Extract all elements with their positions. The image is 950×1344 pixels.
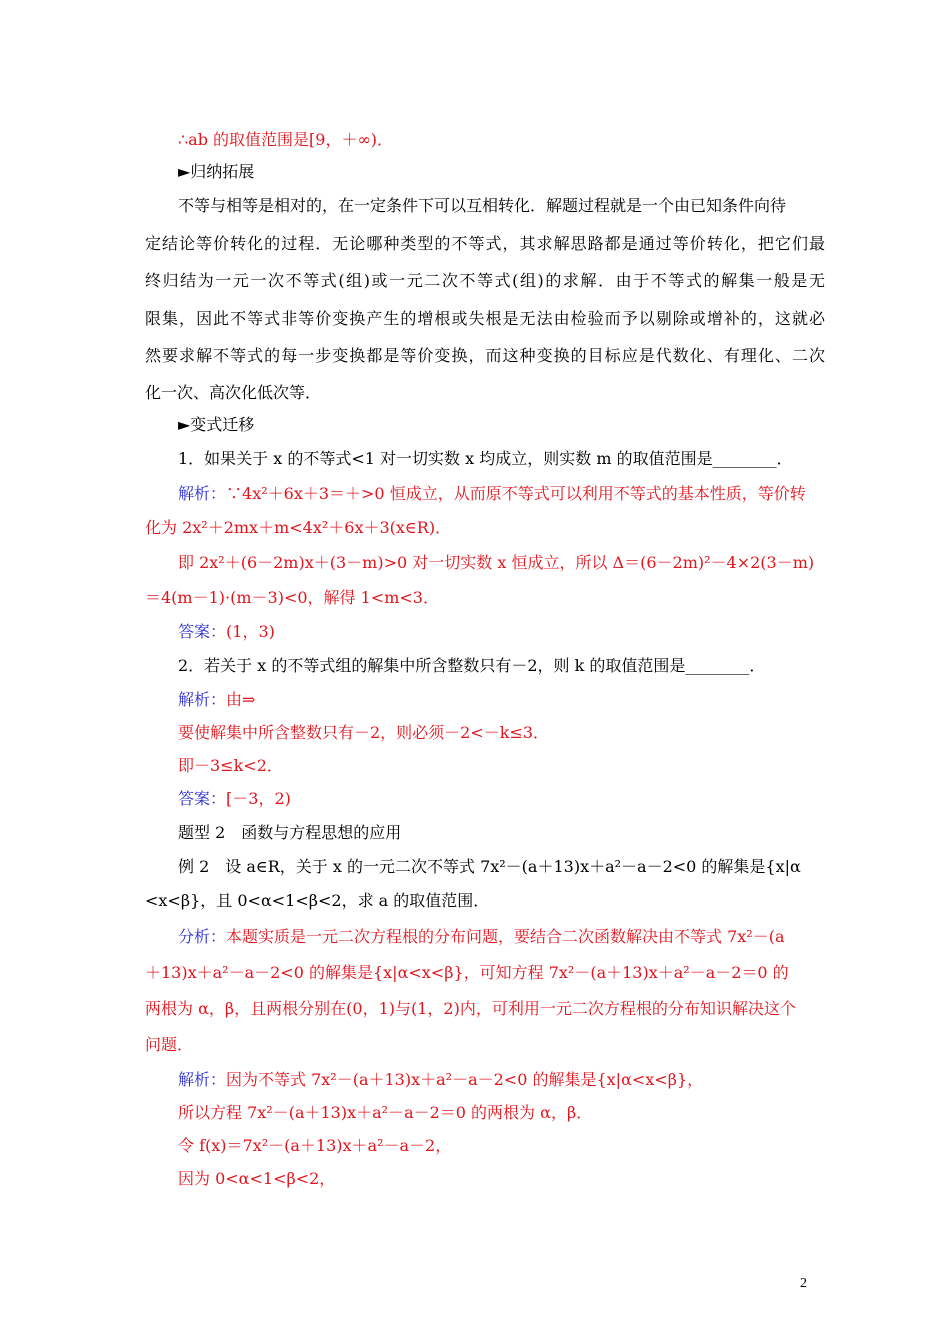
text-segment: ＋13)x＋a²－a－2<0 的解集是{x|α<x<β}，可知方程 7x²－(a＋13)x＋a²－a－2＝0 的 [145, 963, 789, 982]
text-line [178, 196, 858, 216]
text-line [178, 162, 858, 182]
text-segment: 即 2x²＋(6－2m)x＋(3－m)>0 对一切实数 x 恒成立，所以 Δ＝(6－2m)²－4×2(3－m) [178, 553, 815, 572]
text-line [145, 963, 825, 983]
text-line [178, 130, 858, 150]
text-segment: ＝4(m－1)·(m－3)<0，解得 1<m<3． [145, 588, 439, 607]
text-line [145, 271, 825, 291]
text-line [178, 723, 858, 743]
text-line [178, 415, 858, 435]
text-segment: (1，3) [226, 622, 275, 641]
text-line [145, 518, 825, 538]
text-line [178, 756, 858, 776]
text-segment: 因为不等式 7x²－(a＋13)x＋a²－a－2<0 的解集是{x|α<x<β}， [226, 1070, 704, 1089]
text-line [145, 891, 825, 911]
text-line [178, 823, 858, 843]
text-segment: 答案： [178, 622, 227, 641]
text-segment: 两根为 α，β，且两根分别在(0，1)与(1，2)内，可利用一元二次方程根的分布知识解决这个 [145, 999, 796, 1018]
text-line [178, 1103, 858, 1123]
text-line [145, 588, 825, 608]
text-line [178, 484, 858, 504]
text-line [178, 656, 858, 676]
text-line [145, 383, 825, 403]
text-segment: 要使解集中所含整数只有－2，则必须－2<－k≤3． [178, 723, 550, 742]
text-segment: 定结论等价转化的过程．无论哪种类型的不等式，其求解思路都是通过等价转化，把它们最 [145, 234, 825, 253]
text-segment: 限集，因此不等式非等价变换产生的增根或失根是无法由检验而予以剔除或增补的，这就必 [145, 309, 825, 328]
page-number: 2 [800, 1276, 807, 1291]
text-segment: 本题实质是一元二次方程根的分布问题，要结合二次函数解决由不等式 7x²－(a [226, 927, 785, 946]
text-line [145, 309, 825, 329]
text-segment: 解析： [178, 1070, 227, 1089]
text-segment: 分析： [178, 927, 227, 946]
text-segment: ∴ab 的取值范围是[9，＋∞)． [178, 130, 394, 149]
text-line [178, 449, 858, 469]
text-line [178, 1070, 858, 1090]
text-line [145, 346, 825, 366]
text-segment: 问题． [145, 1035, 194, 1054]
text-line [178, 690, 858, 710]
text-segment: 解析： [178, 484, 227, 503]
text-line [178, 927, 858, 947]
text-segment: 即－3≤k<2． [178, 756, 283, 775]
text-segment: ►归纳拓展 [178, 162, 255, 181]
text-segment: 终归结为一元一次不等式(组)或一元二次不等式(组)的求解．由于不等式的解集一般是无 [145, 271, 825, 290]
text-line [178, 789, 858, 809]
text-segment: 因为 0<α<1<β<2， [178, 1169, 336, 1188]
text-segment: ∵4x²＋6x＋3＝＋>0 恒成立，从而原不等式可以利用不等式的基本性质，等价转 [226, 484, 806, 503]
text-segment: 化一次、高次化低次等． [145, 383, 322, 402]
text-segment: ►变式迁移 [178, 415, 255, 434]
text-line [145, 234, 825, 254]
text-line [145, 1035, 825, 1055]
text-segment: 令 f(x)＝7x²－(a＋13)x＋a²－a－2， [178, 1136, 452, 1155]
text-segment: 2．若关于 x 的不等式组的解集中所含整数只有－2，则 k 的取值范围是________． [178, 656, 766, 675]
text-segment: 化为 2x²＋2mx＋m<4x²＋6x＋3(x∈R)． [145, 518, 452, 537]
text-line [145, 999, 825, 1019]
text-segment: [－3，2) [226, 789, 291, 808]
text-segment: 题型 2 函数与方程思想的应用 [178, 823, 402, 842]
text-line [178, 1169, 858, 1189]
text-segment: 例 2 设 a∈R，关于 x 的一元二次不等式 7x²－(a＋13)x＋a²－a－2<0 的解集是{x|α [178, 857, 801, 876]
text-segment: 由⇒ [226, 690, 256, 709]
text-segment: 然要求解不等式的每一步变换都是等价变换，而这种变换的目标应是代数化、有理化、二次 [145, 346, 825, 365]
text-line [178, 857, 858, 877]
text-line [178, 1136, 858, 1156]
text-segment: 解析： [178, 690, 227, 709]
text-line [178, 553, 858, 573]
text-segment: 1．如果关于 x 的不等式<1 对一切实数 x 均成立，则实数 m 的取值范围是________． [178, 449, 793, 468]
text-segment: <x<β}，且 0<α<1<β<2，求 a 的取值范围． [145, 891, 490, 910]
text-segment: 所以方程 7x²－(a＋13)x＋a²－a－2＝0 的两根为 α，β． [178, 1103, 593, 1122]
text-segment: 答案： [178, 789, 227, 808]
text-line [178, 622, 858, 642]
text-segment: 不等与相等是相对的，在一定条件下可以互相转化．解题过程就是一个由已知条件向待 [178, 196, 787, 215]
